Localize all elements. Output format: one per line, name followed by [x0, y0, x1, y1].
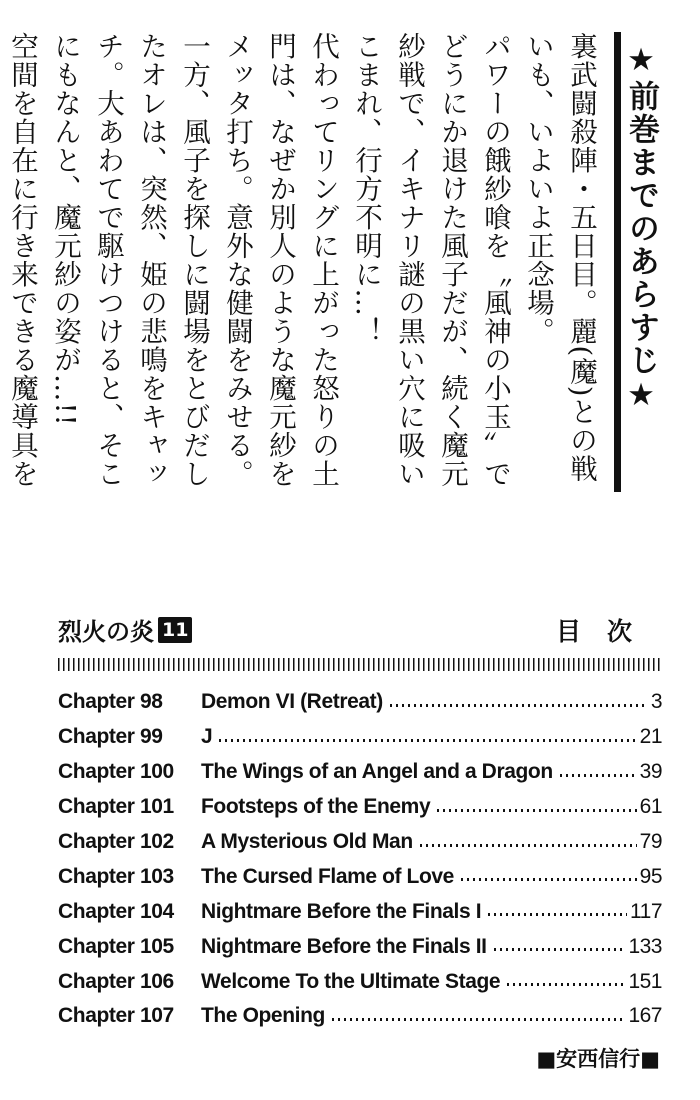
- chapter-page: 21: [639, 725, 662, 749]
- series-title: [58, 612, 192, 647]
- volume-badge: 11: [158, 617, 192, 643]
- summary-section: [6, 32, 668, 492]
- contents-label: 目次: [555, 617, 658, 646]
- chapter-list: [58, 685, 662, 1034]
- chapter-page: 39: [639, 760, 662, 784]
- chapter-number: Chapter 99: [58, 725, 163, 749]
- chapter-row: [58, 859, 662, 894]
- summary-paragraph: 裏武闘殺陣・五日目。麗(魔)との戦いも、いよいよ正念場。: [522, 32, 597, 483]
- chapter-number: Chapter 104: [58, 899, 174, 923]
- leader-dots: [488, 913, 627, 916]
- chapter-row: [58, 720, 662, 755]
- chapter-title: Welcome To the Ultimate Stage: [201, 969, 501, 993]
- summary-paragraph: 代わってリングに上がった怒りの土門は、なぜか別人のような魔元紗をメッタ打ち。意外な健闘をみせる。: [221, 32, 339, 488]
- chapter-number: Chapter 107: [58, 1004, 174, 1028]
- chapter-row: [58, 894, 662, 929]
- summary-header: ★前巻までのあらすじ★: [614, 32, 668, 492]
- chapter-title: The Opening: [201, 1004, 325, 1028]
- table-of-contents: [58, 608, 662, 1034]
- summary-paragraph: 一方、風子を探しに闘場をとびだしたオレは、突然、姫の悲鳴をキャッチ。大あわてで駆けつけると、そこにもなんと、魔元紗の姿が…!!: [49, 32, 210, 488]
- chapter-title: Nightmare Before the Finals I: [201, 899, 482, 923]
- leader-dots: [507, 983, 625, 986]
- leader-dots: [437, 809, 636, 812]
- chapter-number: Chapter 102: [58, 830, 174, 853]
- summary-paragraph: 空間を自在に行き来できる魔導具を: [6, 32, 38, 488]
- chapter-number: Chapter 100: [58, 760, 174, 784]
- summary-body: [6, 32, 602, 492]
- author-credit: ■安西信行■: [536, 1047, 660, 1071]
- chapter-row: [58, 999, 662, 1034]
- chapter-page: 95: [639, 864, 662, 888]
- leader-dots: [332, 1018, 626, 1021]
- toc-header: [58, 608, 662, 648]
- dotted-rule: [58, 658, 662, 671]
- chapter-title: Demon VI (Retreat): [201, 690, 383, 714]
- chapter-row: [58, 964, 662, 999]
- chapter-page: 167: [628, 1004, 662, 1028]
- chapter-row: [58, 685, 662, 720]
- chapter-row: [58, 825, 662, 860]
- chapter-number: Chapter 98: [58, 690, 163, 714]
- leader-dots: [219, 739, 636, 742]
- chapter-page: 117: [630, 899, 662, 923]
- chapter-row: [58, 790, 662, 825]
- leader-dots: [390, 704, 648, 707]
- chapter-number: Chapter 106: [58, 969, 174, 993]
- chapter-row: [58, 755, 662, 790]
- leader-dots: [420, 844, 637, 847]
- chapter-title: A Mysterious Old Man: [201, 830, 413, 853]
- series-name: 烈火の炎: [58, 618, 154, 646]
- chapter-title: The Cursed Flame of Love: [201, 864, 454, 888]
- chapter-page: 79: [639, 830, 662, 853]
- chapter-page: 3: [650, 690, 662, 714]
- chapter-number: Chapter 105: [58, 934, 174, 958]
- chapter-title: Nightmare Before the Finals II: [201, 934, 487, 958]
- chapter-page: 151: [628, 969, 662, 993]
- chapter-page: 133: [628, 934, 662, 958]
- leader-dots: [560, 774, 637, 777]
- chapter-title: J: [201, 725, 213, 749]
- chapter-title: Footsteps of the Enemy: [201, 795, 431, 819]
- chapter-title: The Wings of an Angel and a Dragon: [201, 760, 553, 784]
- leader-dots: [461, 878, 637, 881]
- chapter-row: [58, 929, 662, 964]
- chapter-number: Chapter 103: [58, 864, 174, 888]
- summary-paragraph: パワーの餓紗喰を〝風神の小玉〟でどうにか退けた風子だが、続く魔元紗戦で、イキナリ謎の黒い穴に吸いこまれ、行方不明に…！: [350, 32, 511, 488]
- leader-dots: [494, 948, 626, 951]
- chapter-number: Chapter 101: [58, 795, 174, 819]
- chapter-page: 61: [639, 795, 662, 819]
